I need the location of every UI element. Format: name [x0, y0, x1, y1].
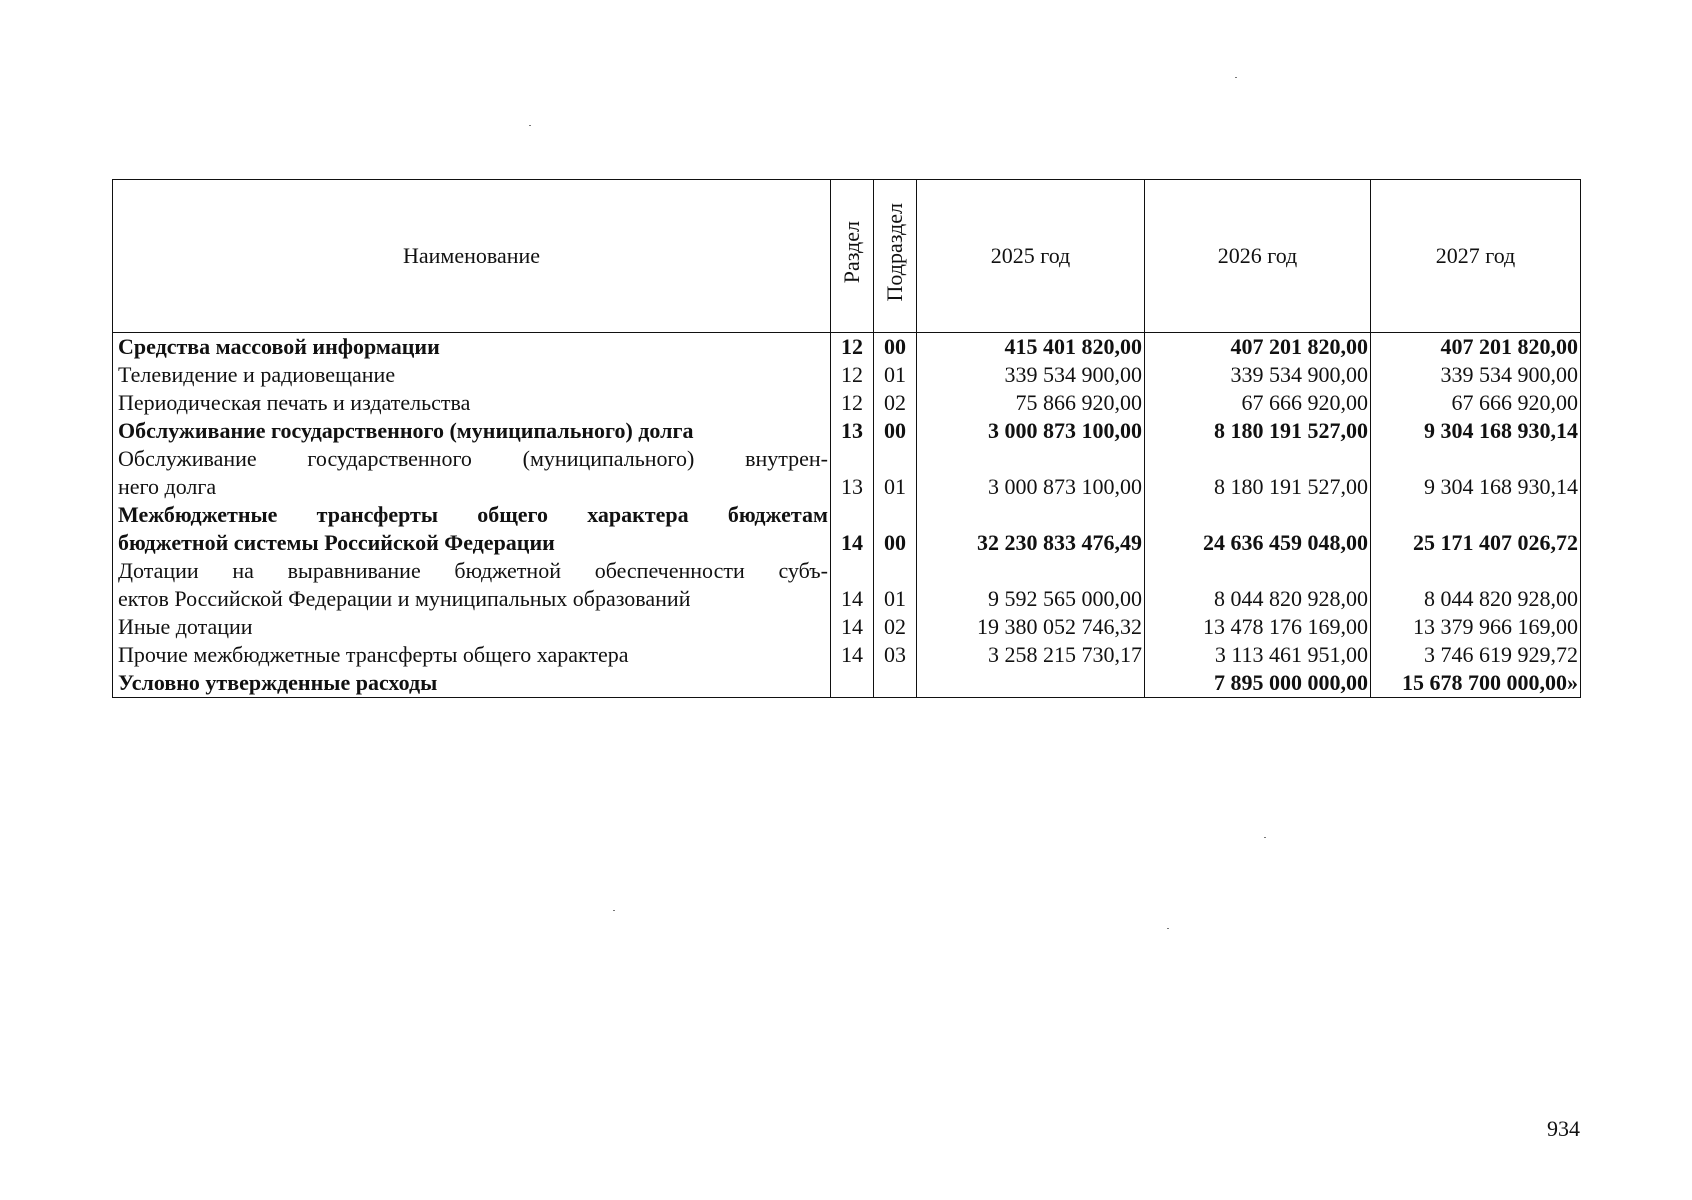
row-value-2025: 3 000 873 100,00 [917, 417, 1145, 445]
table-row [113, 445, 1581, 501]
row-value-2026: 339 534 900,00 [1145, 361, 1371, 389]
row-razdel: 12 [831, 361, 874, 389]
row-name-line1: Периодическая печать и издательства [118, 390, 471, 415]
scan-speck [1235, 77, 1237, 78]
row-name-line1: Обслуживание государственного (муниципального) внутрен- [118, 446, 828, 471]
row-value-2025: 415 401 820,00 [917, 333, 1145, 362]
row-value-2027: 67 666 920,00 [1371, 389, 1581, 417]
row-name [113, 361, 831, 389]
row-razdel: 14 [831, 557, 874, 613]
row-name-line2: бюджетной системы Российской Федерации [118, 530, 555, 555]
row-value-2027: 9 304 168 930,14 [1371, 417, 1581, 445]
table-body [113, 333, 1581, 698]
scan-speck [1264, 837, 1266, 838]
row-name [113, 417, 831, 445]
row-value-2027: 9 304 168 930,14 [1371, 445, 1581, 501]
row-razdel: 14 [831, 613, 874, 641]
row-value-2025: 32 230 833 476,49 [917, 501, 1145, 557]
row-value-2026: 8 180 191 527,00 [1145, 445, 1371, 501]
header-year-2025: 2025 год [917, 180, 1145, 333]
row-podrazdel: 00 [874, 417, 917, 445]
row-razdel: 14 [831, 501, 874, 557]
table-row [113, 641, 1581, 669]
scan-speck [1167, 928, 1169, 929]
table-row [113, 501, 1581, 557]
scan-speck [613, 910, 615, 911]
row-value-2027: 8 044 820 928,00 [1371, 557, 1581, 613]
header-razdel: Раздел [831, 180, 874, 333]
row-value-2026: 3 113 461 951,00 [1145, 641, 1371, 669]
row-value-2025: 339 534 900,00 [917, 361, 1145, 389]
row-razdel: 13 [831, 445, 874, 501]
row-razdel: 13 [831, 417, 874, 445]
table-row [113, 389, 1581, 417]
row-name [113, 501, 831, 557]
row-name-line1: Дотации на выравнивание бюджетной обеспеченности субъ- [118, 558, 828, 583]
row-value-2026: 24 636 459 048,00 [1145, 501, 1371, 557]
row-podrazdel: 02 [874, 389, 917, 417]
row-razdel: 14 [831, 641, 874, 669]
row-name [113, 613, 831, 641]
row-name-line1: Средства массовой информации [118, 334, 440, 359]
row-name-line2: ектов Российской Федерации и муниципальных образований [118, 586, 691, 611]
row-value-2027: 339 534 900,00 [1371, 361, 1581, 389]
row-value-2025 [917, 669, 1145, 698]
scan-speck [529, 125, 531, 126]
table-row [113, 613, 1581, 641]
header-name: Наименование [113, 180, 831, 333]
row-razdel: 12 [831, 333, 874, 362]
row-name-line1: Межбюджетные трансферты общего характера бюджетам [118, 502, 828, 527]
row-name [113, 557, 831, 613]
table-row [113, 417, 1581, 445]
row-name [113, 445, 831, 501]
row-value-2025: 9 592 565 000,00 [917, 557, 1145, 613]
table-row [113, 333, 1581, 362]
row-name-line1: Обслуживание государственного (муниципального) долга [118, 418, 694, 443]
row-name-line1: Иные дотации [118, 614, 253, 639]
row-value-2025: 19 380 052 746,32 [917, 613, 1145, 641]
row-razdel [831, 669, 874, 698]
row-podrazdel: 01 [874, 361, 917, 389]
page-number: 934 [1547, 1116, 1580, 1141]
row-name [113, 333, 831, 362]
table-row [113, 361, 1581, 389]
row-value-2027: 3 746 619 929,72 [1371, 641, 1581, 669]
table-row [113, 669, 1581, 698]
row-name-line1: Прочие межбюджетные трансферты общего характера [118, 642, 629, 667]
row-value-2026: 407 201 820,00 [1145, 333, 1371, 362]
row-value-2025: 3 258 215 730,17 [917, 641, 1145, 669]
row-podrazdel: 00 [874, 333, 917, 362]
row-value-2025: 3 000 873 100,00 [917, 445, 1145, 501]
table-header [113, 180, 1581, 333]
row-value-2027: 15 678 700 000,00» [1371, 669, 1581, 698]
row-value-2026: 7 895 000 000,00 [1145, 669, 1371, 698]
row-podrazdel: 01 [874, 445, 917, 501]
row-value-2026: 8 044 820 928,00 [1145, 557, 1371, 613]
header-row [113, 180, 1581, 333]
row-name [113, 389, 831, 417]
header-podrazdel: Подраздел [874, 180, 917, 333]
row-razdel: 12 [831, 389, 874, 417]
header-year-2027: 2027 год [1371, 180, 1581, 333]
header-year-2026: 2026 год [1145, 180, 1371, 333]
table-row [113, 557, 1581, 613]
budget-table [112, 179, 1581, 698]
row-value-2027: 13 379 966 169,00 [1371, 613, 1581, 641]
row-value-2027: 25 171 407 026,72 [1371, 501, 1581, 557]
row-podrazdel [874, 669, 917, 698]
row-name-line1: Телевидение и радиовещание [118, 362, 396, 387]
row-value-2026: 13 478 176 169,00 [1145, 613, 1371, 641]
row-name-line2: него долга [118, 474, 217, 499]
row-value-2026: 67 666 920,00 [1145, 389, 1371, 417]
row-value-2026: 8 180 191 527,00 [1145, 417, 1371, 445]
row-podrazdel: 00 [874, 501, 917, 557]
row-name [113, 641, 831, 669]
row-podrazdel: 02 [874, 613, 917, 641]
row-value-2027: 407 201 820,00 [1371, 333, 1581, 362]
row-podrazdel: 03 [874, 641, 917, 669]
row-podrazdel: 01 [874, 557, 917, 613]
row-name [113, 669, 831, 698]
row-name-line1: Условно утвержденные расходы [118, 670, 438, 695]
row-value-2025: 75 866 920,00 [917, 389, 1145, 417]
